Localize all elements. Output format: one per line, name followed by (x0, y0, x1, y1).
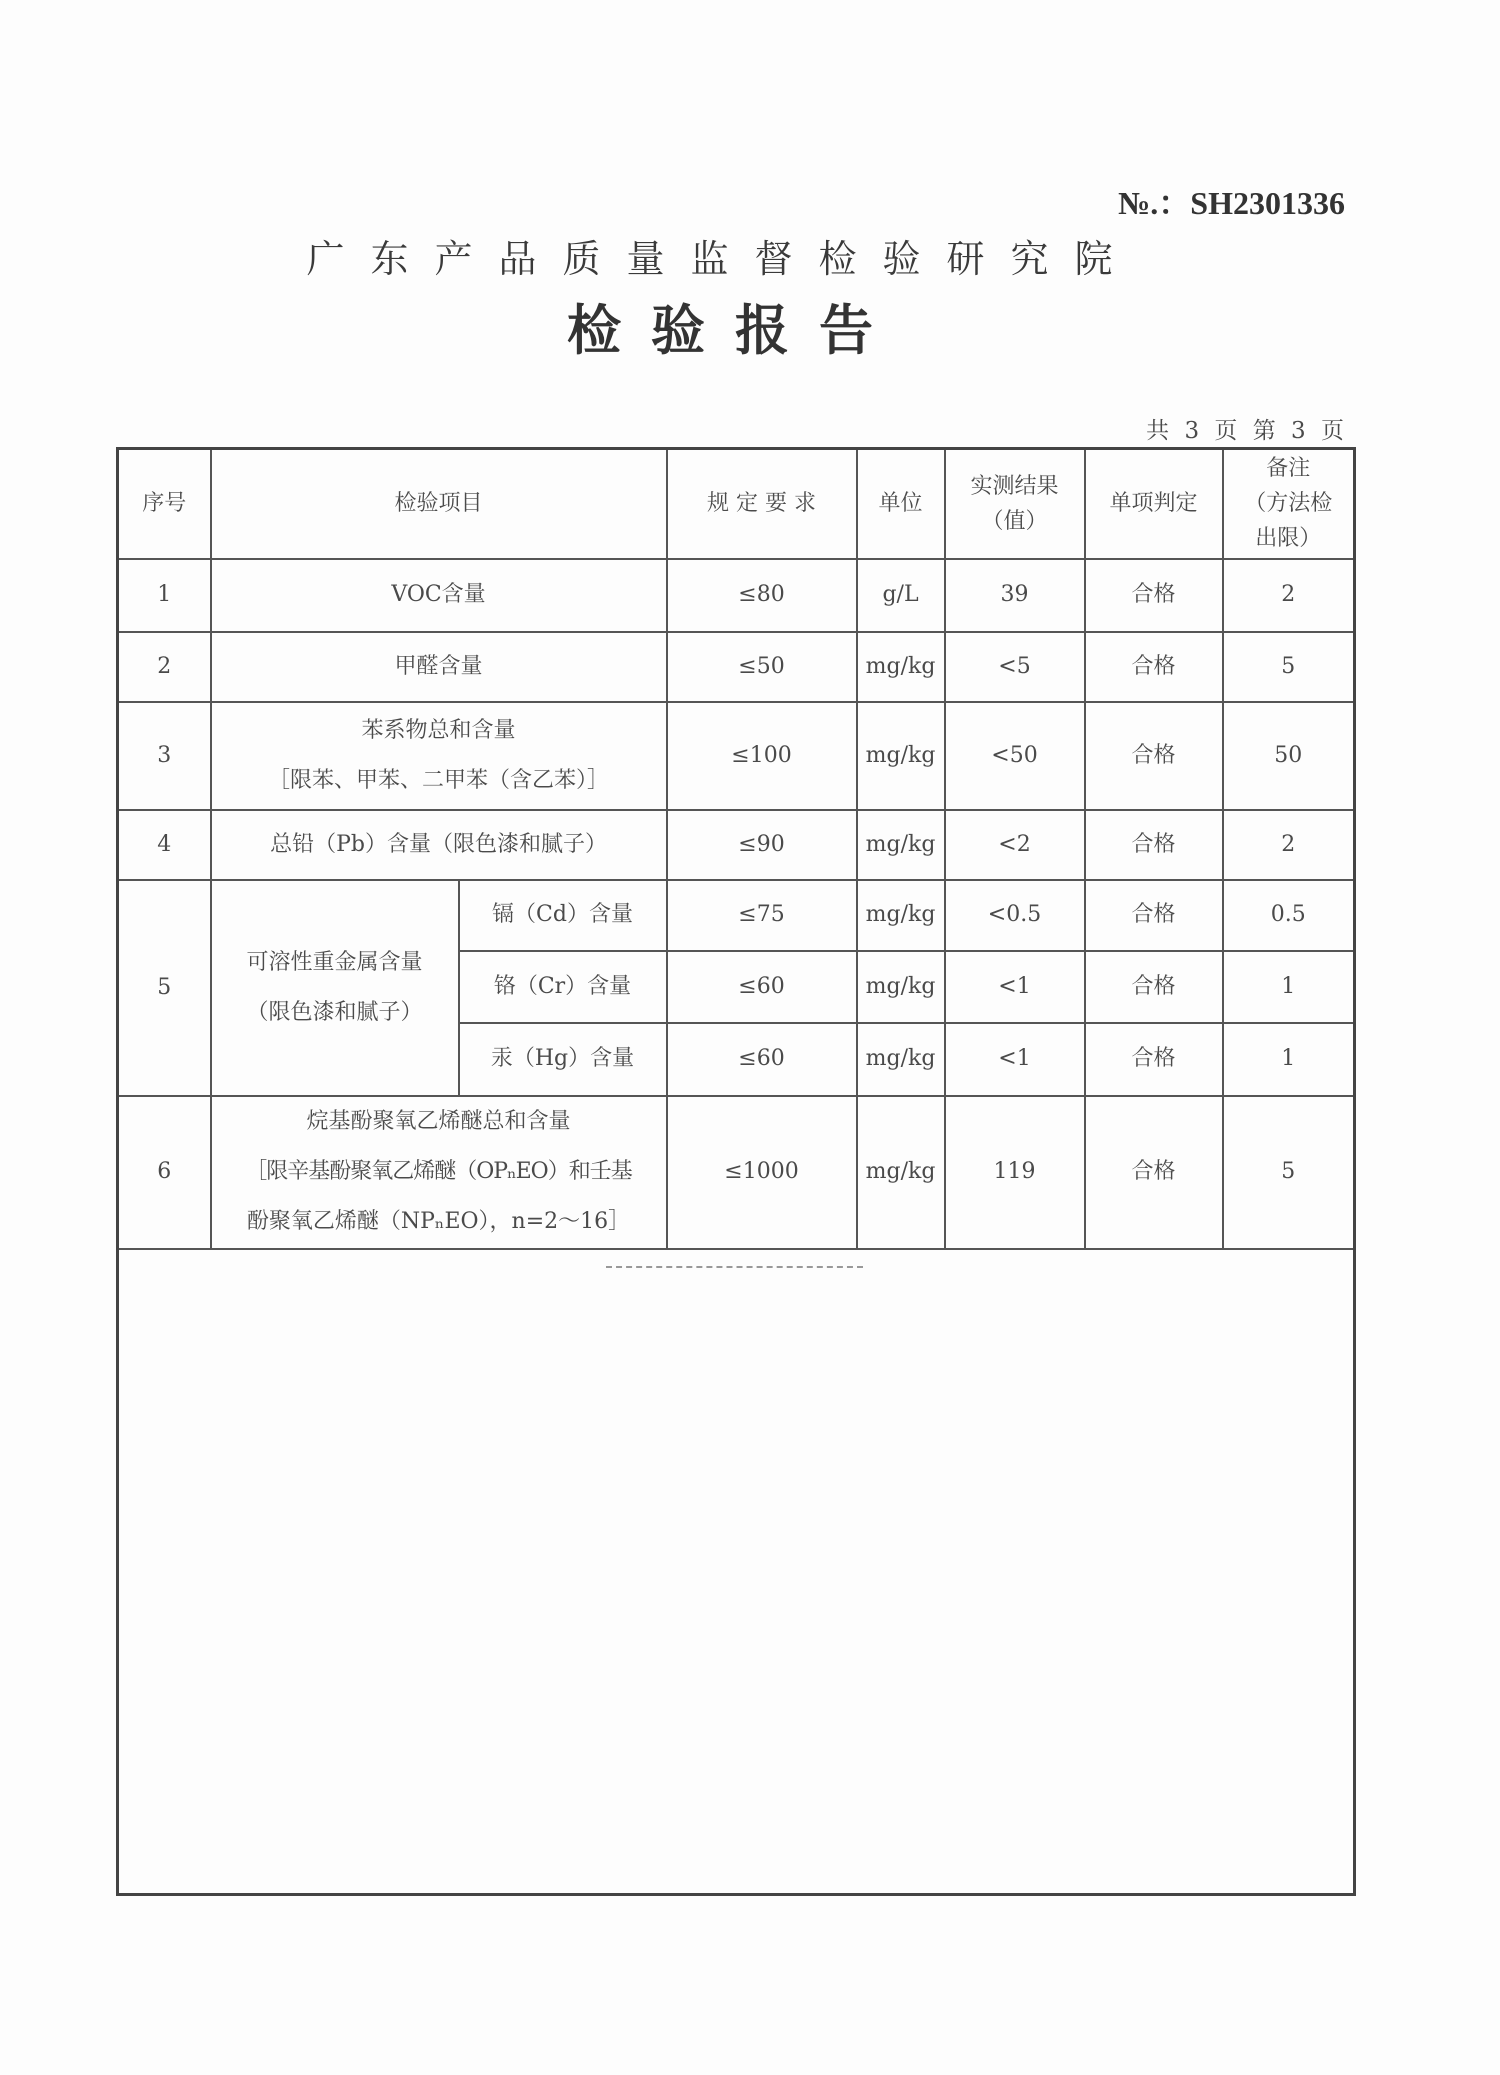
result: <2 (945, 810, 1085, 880)
unit: mg/kg (857, 1096, 945, 1249)
report-number: №.：SH2301336 (1118, 185, 1345, 221)
unit: mg/kg (857, 810, 945, 880)
item-line3: 酚聚氧乙烯醚（NPₙEO），n=2～16］ (246, 1209, 631, 1234)
seq: 2 (118, 632, 211, 702)
seq: 6 (118, 1096, 211, 1249)
sub-item: 铬（Cr）含量 (459, 951, 667, 1023)
remark: 0.5 (1223, 880, 1355, 951)
header-item: 检验项目 (211, 449, 667, 559)
header-remark (1223, 449, 1355, 559)
report-title: 检验报告 (567, 299, 903, 362)
item-line1: 苯系物总和含量 (361, 717, 516, 743)
requirement: ≤75 (667, 880, 857, 951)
seq: 5 (118, 880, 211, 1096)
seq: 4 (118, 810, 211, 880)
item (211, 702, 667, 810)
header-result-line1: 实测结果 (970, 473, 1059, 499)
requirement: ≤100 (667, 702, 857, 810)
unit: mg/kg (857, 951, 945, 1023)
result: <1 (945, 1023, 1085, 1096)
table-row (118, 702, 1355, 810)
result: 119 (945, 1096, 1085, 1249)
requirement: ≤60 (667, 951, 857, 1023)
result: <1 (945, 951, 1085, 1023)
judgement: 合格 (1085, 1023, 1223, 1096)
requirement: ≤60 (667, 1023, 857, 1096)
item-line1: 烷基酚聚氧乙烯醚总和含量 (306, 1109, 571, 1134)
header-unit: 单位 (857, 449, 945, 559)
unit: g/L (857, 559, 945, 632)
remark: 50 (1223, 702, 1355, 810)
judgement: 合格 (1085, 810, 1223, 880)
judgement: 合格 (1085, 702, 1223, 810)
remark: 5 (1223, 1096, 1355, 1249)
seq: 1 (118, 559, 211, 632)
unit: mg/kg (857, 632, 945, 702)
requirement: ≤90 (667, 810, 857, 880)
group-item (211, 880, 459, 1096)
judgement: 合格 (1085, 880, 1223, 951)
seq: 3 (118, 702, 211, 810)
group-line1: 可溶性重金属含量 (246, 949, 423, 975)
judgement: 合格 (1085, 559, 1223, 632)
header-remark-line1: 备注 (1266, 455, 1311, 481)
header-remark-line2: （方法检 (1244, 491, 1333, 517)
item: 总铅（Pb）含量（限色漆和腻子） (211, 810, 667, 880)
judgement: 合格 (1085, 632, 1223, 702)
header-row (118, 449, 1355, 559)
table-row (118, 880, 1355, 951)
results-table (116, 447, 1356, 1896)
header-result-line2: （值） (981, 508, 1048, 534)
remark: 1 (1223, 951, 1355, 1023)
unit: mg/kg (857, 880, 945, 951)
remark: 5 (1223, 632, 1355, 702)
header-seq: 序号 (118, 449, 211, 559)
result: <50 (945, 702, 1085, 810)
item: VOC含量 (211, 559, 667, 632)
result: <5 (945, 632, 1085, 702)
requirement: ≤1000 (667, 1096, 857, 1249)
remark: 1 (1223, 1023, 1355, 1096)
organization-name: 广东产品质量监督检验研究院 (306, 237, 1139, 281)
table-row (118, 559, 1355, 632)
table-row (118, 1096, 1355, 1249)
unit: mg/kg (857, 1023, 945, 1096)
blank-cell (118, 1249, 1355, 1895)
item-line2: ［限辛基酚聚氧乙烯醚（OPₙEO）和壬基 (245, 1159, 632, 1184)
item (211, 1096, 667, 1249)
result: 39 (945, 559, 1085, 632)
header-requirement: 规 定 要 求 (667, 449, 857, 559)
sub-item: 镉（Cd）含量 (459, 880, 667, 951)
remark: 2 (1223, 559, 1355, 632)
judgement: 合格 (1085, 1096, 1223, 1249)
requirement: ≤50 (667, 632, 857, 702)
remark: 2 (1223, 810, 1355, 880)
header-judgement: 单项判定 (1085, 449, 1223, 559)
blank-area (118, 1249, 1355, 1895)
header-result (945, 449, 1085, 559)
page-info: 共 3 页 第 3 页 (1146, 418, 1348, 444)
table-row (118, 632, 1355, 702)
item: 甲醛含量 (211, 632, 667, 702)
unit: mg/kg (857, 702, 945, 810)
item-line2: ［限苯、甲苯、二甲苯（含乙苯）］ (268, 767, 610, 793)
group-line2: （限色漆和腻子） (246, 999, 423, 1025)
table-row (118, 810, 1355, 880)
sub-item: 汞（Hg）含量 (459, 1023, 667, 1096)
result: <0.5 (945, 880, 1085, 951)
header-remark-line3: 出限） (1255, 526, 1322, 552)
judgement: 合格 (1085, 951, 1223, 1023)
requirement: ≤80 (667, 559, 857, 632)
end-divider (606, 1266, 863, 1268)
